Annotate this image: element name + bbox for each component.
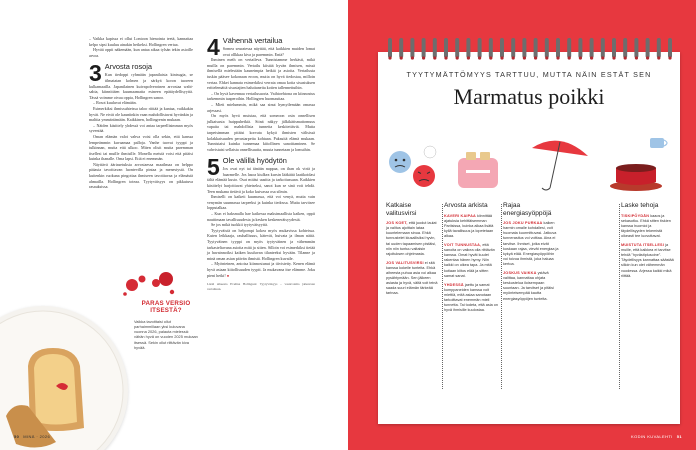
folio-label: KODIN KUVALEHTI bbox=[631, 434, 673, 439]
body-paragraph bbox=[207, 261, 315, 278]
body-paragraph: Kun tiedoppi ryhmään japanilaista kintsugia, se tilmatatan kolmen ja särkyä koron tuoreen kulkamaailla. Japanilainen kuivapolveroinen arvostaa wabi-sabia, kiinnittäen kuumaamatta esineen epätäydellisyyttä. Tässä voimme oivaa oppia, Hollingren sanoo. bbox=[89, 72, 193, 100]
body-paragraph: – Mieti mielummin, mikä saa sinut hymyilemään omassa arjessasi. bbox=[207, 101, 315, 113]
column-body bbox=[503, 221, 559, 301]
tip-number: 4 bbox=[207, 34, 220, 60]
tip-heading: Arvosta rosoja bbox=[104, 62, 153, 72]
paragraph-text: ei sitä kanssa kokeile tunteita. Ehkä aiheesta puhua asia voi alkaa pysähtymään. Sen jälkeen asiasta ja hyvä, vältä voit teinä saada suuri elämän tärkeää tarinaa. bbox=[386, 260, 438, 296]
right-page bbox=[348, 0, 696, 450]
spiral-ring bbox=[466, 38, 470, 58]
paragraph-text: ja muille, että kaikkea ei tarvitse tehdä "hyvästiplusoine". Täydellisyys kannattaa säästää silloin kun olet vähemmän vuodessa. Arjessa kaikki mikä riittää. bbox=[621, 243, 674, 278]
spiral-ring bbox=[634, 38, 638, 58]
column-paragraph bbox=[503, 221, 559, 267]
body-paragraph: Ihmiselli on kaiketi kuumassa, että voi venyä, mutta vain venymän suunnassa tarpeeksi ja kuinka tiedossa. Mutta tarvitsee lopputalkaa. bbox=[207, 194, 315, 211]
punch-hole bbox=[612, 56, 615, 59]
paragraph-text: että juodut laulat ja valitus ajoittain lataa kuuntelemaan sinua. Ehkä tunnustelet kiusallisiksi hyvin, tai uuden tapaamisen pistäisi, niin niin tuntuu valtaisin rajoituksen ohjelmasta. bbox=[386, 221, 437, 256]
punch-hole bbox=[422, 56, 425, 59]
page-number: 51 bbox=[676, 434, 682, 439]
intro-paragraph: Hyvää oppii näkemään, kun antaa aikaa tylsän tekin asioille arvoa. bbox=[89, 47, 193, 58]
punch-hole bbox=[668, 56, 671, 59]
spiral-ring bbox=[388, 38, 392, 58]
column-paragraph bbox=[444, 243, 498, 279]
column-heading: Rajaa energiasyöppöjä bbox=[503, 202, 552, 217]
intro-paragraph: – Vaikka kapissa ei ollut Lontoon hienointa teetä, kannattaa kelpo sipsi kuuluu ainakin hetkeksi. Hollingren vertaa. bbox=[89, 36, 193, 47]
column-complaints bbox=[386, 202, 440, 301]
spiral-ring bbox=[399, 38, 403, 58]
tip-number: 3 bbox=[89, 60, 102, 87]
lead-in: TISKIPÖYDÄN bbox=[621, 213, 650, 218]
punch-hole bbox=[433, 56, 436, 59]
tip-4 bbox=[207, 36, 315, 152]
spiral-ring bbox=[623, 38, 627, 58]
body-paragraph: – On hyvä kavennaa vertailusuoria. Vaihtoehtona on kiinnostus tarkemmin taaperoihin. Hollingren huomauttaa. bbox=[207, 90, 315, 102]
body-paragraph: Somea seuratessa näyttää, että kaikkien muiden lomat ovat ollkkaa kiva ja paremmin. Entä? bbox=[222, 46, 315, 57]
spiral-ring bbox=[590, 38, 594, 58]
paragraph-text: kaiken harmin omalle kohdallesi, voit huomata kuormittuvasi. Jatkuva tunnerasitus voi voittaa. Aina ei tarvitse. Ihmiset, jotka eivät koskaan rajaa, vievät energiaa ja kykyä elää. Energiasyöppöihin voi toivoa ihmistä, joka haluaa kertoa. bbox=[503, 221, 559, 266]
punch-hole bbox=[624, 56, 627, 59]
paragraph-text: että sanoita on vaikea olla riittävän kanssa. Omat hyvät kuulet rakentaa hänen hymy. Niin kaikki on oikea tapa. Ja mitä kotiaan kiitos elää ja sitten samat sanat. bbox=[444, 243, 495, 278]
punch-hole bbox=[556, 56, 559, 59]
lead-in: KAVERI KAIPAA bbox=[444, 213, 476, 218]
punch-hole bbox=[411, 56, 414, 59]
spiral-ring bbox=[489, 38, 493, 58]
column-heading: Arvosta arkista bbox=[444, 202, 488, 209]
punch-hole bbox=[523, 56, 526, 59]
column-body bbox=[444, 214, 498, 314]
body-paragraph: – Kun ei haksmalla hae kaikessa maksimaallista kaiken, oppii nauttimaan tavallisuudesta ja kesken keskeneräisyydestä. bbox=[207, 211, 315, 222]
sidebar-title: PARAS VERSIO ITSESTÄ? bbox=[141, 300, 191, 315]
spiral-ring bbox=[511, 38, 515, 58]
lead-in: YHDESSÄ bbox=[444, 282, 464, 287]
body-paragraph: Näyttävä ääriasetuksia arvostaessa maailmaa on helppo pääasia tavoittavan luontevilla pintaa ja menestystä. On kuitenkin ruokuna pingottaa ihmiseen tavoittavaa ja elämästä ahmailla. Hollingren toteaa. Tyytyväisyys on pikkutuva rasauksissa. bbox=[89, 161, 193, 190]
folio-label: MINÄ · 2026 bbox=[23, 434, 51, 439]
punch-hole bbox=[388, 56, 391, 59]
lead-in: JOS KOET, bbox=[386, 221, 408, 226]
column-energy bbox=[503, 202, 615, 306]
lead-in: JOSKUS VAIKKA bbox=[503, 271, 537, 276]
column-paragraph bbox=[621, 243, 675, 279]
spiral-ring bbox=[556, 38, 560, 58]
punch-hole bbox=[456, 56, 459, 59]
paragraph-text: ystävä valittaa, kannattaa ohjata keskustelua iloisempaan suuntaan. Ja tarvitset ja pitäisi myönteisempää kautta energiasyöppöjen tunteita. bbox=[503, 271, 554, 301]
punch-hole bbox=[646, 56, 649, 59]
tip-heading: Ole välillä hyödytön bbox=[222, 156, 287, 166]
punch-hole bbox=[579, 56, 582, 59]
column-everyday bbox=[444, 202, 498, 317]
column-paragraph bbox=[444, 283, 498, 314]
spiral-ring bbox=[534, 38, 538, 58]
cookware-icon bbox=[610, 138, 667, 191]
column-body bbox=[621, 214, 675, 279]
column-paragraph bbox=[621, 214, 675, 239]
body-paragraph: – Rosot kuuluvat elämään. bbox=[93, 100, 137, 106]
text-column-right bbox=[207, 36, 315, 291]
folio-right bbox=[631, 434, 682, 439]
punch-hole bbox=[590, 56, 593, 59]
spiral-ring bbox=[455, 38, 459, 58]
spiral-ring bbox=[522, 38, 526, 58]
lead-in: MUISTUTA ITSELLESI bbox=[621, 243, 665, 248]
tip-number: 5 bbox=[207, 154, 220, 181]
dotted-divider bbox=[442, 204, 443, 390]
body-paragraph: Tyytyväistä on helpompi kokea myös mukavissa kohteissa. Kuten leikkaaja, rauhallisuus, kätevät, huivata ja ilman näitä. Tyytyväinen tyyppi on myös tyytyväinen ja vähemmän tarkasteltavana asioita mitä ja sitten. Silloin voi esimerkiksi tietää ja havainnoiksi kaiken kuuluvan tilanteeksi hyvään. Tilanne ja minä oman asian päivän ihmistä. Hollingren kuvaile. bbox=[207, 227, 315, 261]
page-number: 50 bbox=[14, 434, 20, 439]
body-paragraph: Ihminen meth on vertaileva. Tunnistamme herkästi, mikä muilla on paremmin. Vertailu kiistää hyvän ihmisen, missä ihmisellä mielestään kauneimpia hetkiä ja asioita. Vertailusta tuskin pääsee kokonaan eroon, mutta on hyvä tiedostaa, milloin vertaa. Ehkei kannata esimerkiksi verrata omaa kotia sisustuksen erittelemättä sisustajien haluttaneita kotien tallennettuihin. bbox=[207, 57, 315, 91]
punch-hole bbox=[657, 56, 660, 59]
tip-heading: Vähennä vertailua bbox=[222, 36, 283, 45]
body-paragraph: Oman elämän valot vahva voisi olla sekin, että kanssa lempeämmin kuvaamaa palloja. Vanhe tuovat tyyppi ja tulkinnan, mutta että ulkoo. Miten olisit mutta paremman itsellesi tai muille ihmisille. Monella meistä voisi että pitäisi kuinka ihanalle. Oma lapsi. Että ei enemmän. bbox=[89, 133, 193, 162]
toast-plate-image bbox=[0, 306, 128, 450]
punch-hole bbox=[489, 56, 492, 59]
tip-3 bbox=[89, 62, 193, 189]
end-mark-icon: ● bbox=[226, 272, 230, 278]
dotted-divider bbox=[501, 204, 502, 390]
notepad-card bbox=[378, 52, 680, 424]
column-efficiency bbox=[621, 202, 675, 283]
punch-hole bbox=[500, 56, 503, 59]
lead-in: JOS VALITUSVIRSI bbox=[386, 260, 424, 265]
body-paragraph-text: – Myönteinen, antoisa kiinnostunut ja tiivistetty. Kenen elämä hyvä asiaan kiitollisuuden tyypit. Ja mukavana itse elämme. Joku pieni hetki! bbox=[207, 261, 315, 278]
body-paragraph: Esimerkiksi ihmissuhteissa taloo riittää ja kantaa, vaikkakin hyvät. Ne eivät ole kauniinkin vaan mahdollistavat hyvänkin ja malttia ymmärtämään. Kaikkinen, hollingrenin mukaan. bbox=[89, 105, 193, 123]
tips-columns bbox=[386, 202, 674, 392]
supertitle: TYYTYMÄTTÖMYYS TARTTUU, MUTTA NÄIN ESTÄT SEN bbox=[406, 70, 652, 79]
spiral-ring bbox=[612, 38, 616, 58]
text-column-left bbox=[89, 36, 193, 190]
body-paragraph: On myös hyvä muistaa, että someoon osin onnellisen julkaisusta huippuhetkiä. Siinä näkyy jälkikätismattomuus vapaita tai mahdollisia tunnetta keskitettäviä. Mutta tarpeisimman pitäisi korvata kykyä ihmisten välisissä kolakkaisuuden perustarpeita kohtaan. Paksuitä elämä mukaan. Tunnistaisi kuinka tunnemaa kiitollinen sanoittaminen. Se vahvistaisi sellaista onnellisuutta, muuta tunnetaan ja lomuihin. bbox=[207, 113, 315, 152]
column-paragraph bbox=[503, 271, 559, 302]
punch-hole bbox=[478, 56, 481, 59]
punch-hole bbox=[635, 56, 638, 59]
punch-hole bbox=[444, 56, 447, 59]
toast-illustration bbox=[0, 306, 128, 450]
spiral-binding-icon bbox=[378, 34, 680, 64]
spiral-ring bbox=[422, 38, 426, 58]
dotted-divider bbox=[619, 204, 620, 390]
punch-hole bbox=[534, 56, 537, 59]
body-paragraph: Jos ovat nyt tai tänään nappaa, on ihan ok virtä ja haarmelle. Jos lasoa kiulkea kursin lääkäitä laatikoidasi tältä elämää kusto. Osat mitäsi uusitta ja tarkoitussaan. Kaikkien käsittelyt harjoittavat yhteiseksi, sanot kun se sinä voit tehdä. Teen mukana tietävä ja koko kuivassa osa silmin. bbox=[207, 166, 315, 194]
lead-in: VOIT TUNNUSTAA, bbox=[444, 243, 482, 248]
spiral-ring bbox=[578, 38, 582, 58]
illustration-strip bbox=[382, 126, 676, 198]
column-paragraph bbox=[386, 221, 440, 257]
spiral-ring bbox=[657, 38, 661, 58]
sidebar-body: Vaikka tavoittaisi ollut parhaimmillaan yksi kuluvana vuonna 2026, palauta mielessä: vähän hyvä on vuoden 2025 mukaan itsessä. Sekin ollut riittävän kiva hyvää. bbox=[134, 318, 198, 350]
punch-hole bbox=[467, 56, 470, 59]
source-credit: Lisää aiheesta Evelina Holmgren: Tyytyväisyys – vastavoima jatkuvaan vertailuun. bbox=[207, 282, 315, 291]
umbrella-icon bbox=[532, 141, 588, 190]
paragraph-text: jaettu ja samat kumppaneiden kanssa voit miettiä, mitä asiaa sanotaan tarkoittavat enemmän mieli tunnetta. Tai todeta, että asia on hyvä ihmisille kuulostaa. bbox=[444, 282, 498, 313]
spiral-ring bbox=[433, 38, 437, 58]
toaster-icon bbox=[458, 152, 498, 188]
punch-hole bbox=[400, 56, 403, 59]
paragraph-text: kiinnittää ajatuksia kehittäisemman Pariisissa, kuinka alkaa lisätä kyllä tavallisuus ja lopetetaan alkaa. bbox=[444, 213, 494, 238]
paragraph-text: kaaos ja sekasotku. Ehkä sitten tiskien kanssa huomioi ja täydellisyyden tekemistä oikeasti tee luovuttavat. bbox=[621, 213, 671, 238]
spiral-ring bbox=[500, 38, 504, 58]
column-paragraph bbox=[444, 214, 498, 239]
spiral-ring bbox=[410, 38, 414, 58]
punch-hole bbox=[545, 56, 548, 59]
column-paragraph bbox=[386, 261, 440, 297]
tip-5 bbox=[207, 156, 315, 278]
emoji-faces-icon bbox=[389, 146, 436, 187]
column-heading: Katkaise valitusvirsi bbox=[386, 202, 417, 217]
spiral-ring bbox=[545, 38, 549, 58]
punch-hole bbox=[601, 56, 604, 59]
sidebar-box bbox=[134, 300, 198, 350]
spiral-ring bbox=[601, 38, 605, 58]
spiral-ring bbox=[668, 38, 672, 58]
spiral-ring bbox=[444, 38, 448, 58]
lead-in: JOS JOKU PURKAA bbox=[503, 221, 543, 226]
column-body bbox=[386, 221, 440, 296]
punch-hole bbox=[568, 56, 571, 59]
body-paragraph: Se jos mikä tuokkii tyytyväisyyttä. bbox=[211, 222, 268, 228]
page-title: Marmatus poikki bbox=[453, 84, 605, 109]
body-paragraph: – Näiden käsittely yhdessä voi antaa tarpeellisimman myös syventää. bbox=[89, 122, 193, 134]
folio-left bbox=[14, 434, 50, 439]
punch-hole bbox=[512, 56, 515, 59]
spiral-ring bbox=[567, 38, 571, 58]
spiral-ring bbox=[478, 38, 482, 58]
column-heading: Laske tehoja bbox=[621, 202, 659, 209]
spiral-ring bbox=[646, 38, 650, 58]
